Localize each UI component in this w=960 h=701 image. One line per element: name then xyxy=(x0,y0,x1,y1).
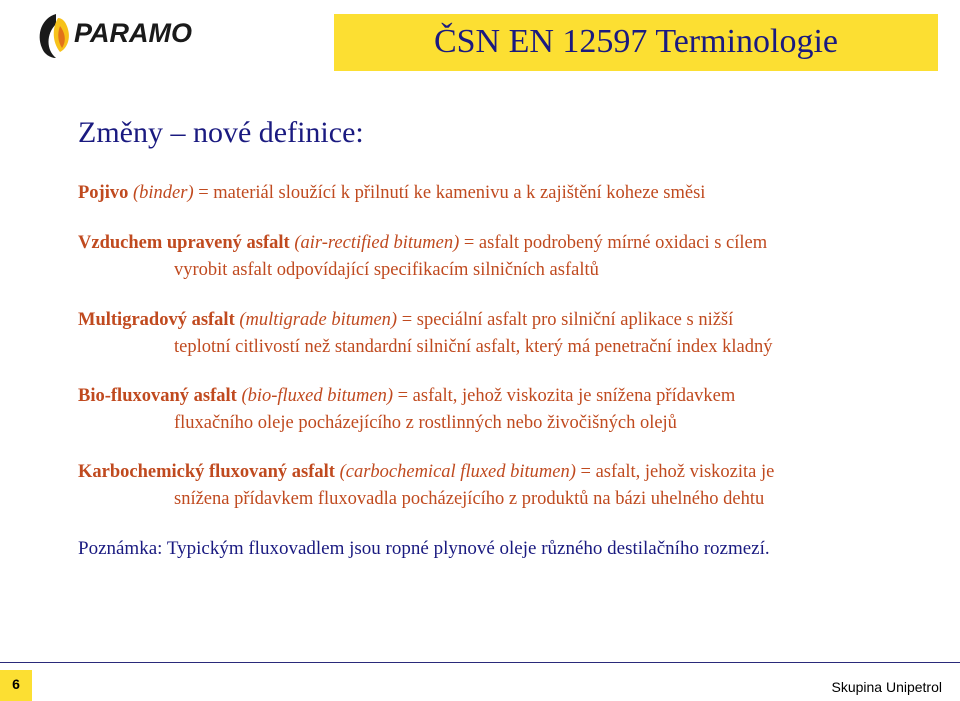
paramo-logo-icon xyxy=(34,8,214,62)
definition-english: (multigrade bitumen) xyxy=(239,310,398,330)
definition-karbochemicky-fluxovany-asfalt xyxy=(78,459,948,512)
page-number: 6 xyxy=(12,676,20,692)
definition-text: = asfalt, jehož viskozita je xyxy=(575,462,775,482)
footer-company: Skupina Unipetrol xyxy=(831,679,942,695)
definition-english: (binder) xyxy=(132,183,194,203)
definition-term: Pojivo xyxy=(78,183,129,203)
definition-english: (bio-fluxed bitumen) xyxy=(241,386,393,406)
note-text: Poznámka: Typickým fluxovadlem jsou ropné plynové oleje různého destilačního rozmezí. xyxy=(78,538,770,559)
definition-bio-fluxovany-asfalt xyxy=(78,383,948,436)
definition-term: Vzduchem upravený asfalt xyxy=(78,233,290,253)
definition-text: = speciální asfalt pro silniční aplikace s nižší xyxy=(397,310,734,330)
section-heading: Změny – nové definice: xyxy=(78,116,364,149)
definition-continuation: snížena přídavkem fluxovadla pocházejícího z produktů na bázi uhelného dehtu xyxy=(174,488,765,509)
definition-vzduchem-upraveny-asfalt xyxy=(78,230,948,283)
logo-text: PARAMO xyxy=(74,18,192,48)
definition-continuation: vyrobit asfalt odpovídající specifikacím silničních asfaltů xyxy=(174,259,599,280)
definition-english: (carbochemical fluxed bitumen) xyxy=(339,462,576,482)
definition-english: (air-rectified bitumen) xyxy=(294,233,460,253)
footer-divider xyxy=(0,662,960,663)
definition-text: = asfalt, jehož viskozita je snížena přídavkem xyxy=(393,386,736,406)
page-title: ČSN EN 12597 Terminologie xyxy=(433,23,839,60)
definition-multigradovy-asfalt xyxy=(78,307,948,360)
definition-term: Multigradový asfalt xyxy=(78,310,235,330)
definition-pojivo xyxy=(78,180,948,207)
definition-text: = asfalt podrobený mírné oxidaci s cílem xyxy=(459,233,768,253)
definition-continuation: fluxačního oleje pocházejícího z rostlinných nebo živočišných olejů xyxy=(174,412,677,433)
page-number-box xyxy=(0,670,32,701)
definition-text: = materiál sloužící k přilnutí ke kamenivu a k zajištění koheze směsi xyxy=(193,183,706,203)
definition-term: Bio-fluxovaný asfalt xyxy=(78,386,237,406)
definition-term: Karbochemický fluxovaný asfalt xyxy=(78,462,335,482)
definition-continuation: teplotní citlivostí než standardní silniční asfalt, který má penetrační index kladný xyxy=(174,336,773,357)
title-banner xyxy=(334,14,938,71)
paramo-logo xyxy=(34,8,214,62)
